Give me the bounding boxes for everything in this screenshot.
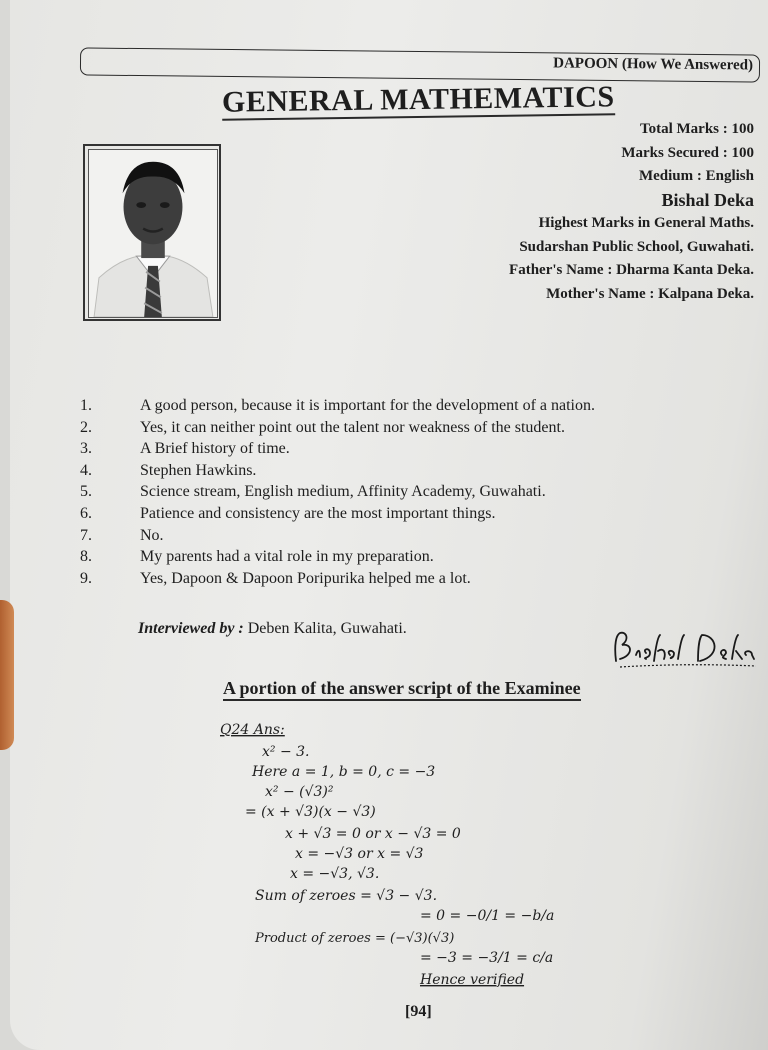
list-item: 7. No. [80, 526, 164, 544]
script-line: Here a = 1, b = 0, c = −3 [252, 764, 436, 780]
examinee-name: Bishal Deka [661, 189, 754, 210]
publication-name: DAPOON (How We Answered) [553, 55, 754, 74]
script-line: x = −√3, √3. [290, 866, 380, 882]
script-line: x + √3 = 0 or x − √3 = 0 [285, 826, 461, 842]
medium: Medium : English [638, 168, 754, 184]
script-line: x² − (√3)² [265, 784, 334, 800]
script-line: Q24 Ans: [220, 722, 285, 738]
answers-list [80, 395, 680, 589]
interviewer-credit [138, 620, 407, 638]
achievement: Highest Marks in General Maths. [538, 215, 754, 231]
signature [606, 625, 766, 673]
answer-script-title: A portion of the answer script of the Examinee [223, 677, 581, 701]
script-line: Hence verified [420, 972, 525, 988]
page-title: GENERAL MATHEMATICS [221, 80, 615, 119]
marks-secured: Marks Secured : 100 [621, 144, 754, 161]
list-item: 8. My parents had a vital role in my preparation. [80, 548, 434, 566]
script-line: Sum of zeroes = √3 − √3. [255, 888, 438, 904]
script-line: = 0 = −0/1 = −b/a [420, 908, 555, 924]
portrait-image [89, 150, 217, 317]
script-line: x = −√3 or x = √3 [295, 846, 424, 862]
total-marks: Total Marks : 100 [639, 121, 754, 137]
list-item: 2. Yes, it can neither point out the talent nor weakness of the student. [80, 418, 565, 436]
thumb [0, 600, 14, 750]
script-line: = −3 = −3/1 = c/a [420, 950, 554, 966]
list-item: 4. Stephen Hawkins. [80, 461, 257, 479]
list-item: 3. A Brief history of time. [80, 440, 290, 458]
father-name: Father's Name : Dharma Kanta Deka. [509, 262, 754, 278]
list-item: 5. Science stream, English medium, Affinity Academy, Guwahati. [80, 483, 546, 501]
page-number: [94] [405, 1003, 432, 1020]
handwritten-answer-script [210, 714, 670, 994]
mother-name: Mother's Name : Kalpana Deka. [546, 285, 754, 302]
school-name: Sudarshan Public School, Guwahati. [519, 238, 754, 255]
list-item: 9. Yes, Dapoon & Dapoon Poripurika helped me a lot. [80, 569, 471, 587]
header-banner [80, 47, 760, 82]
script-line: = (x + √3)(x − √3) [245, 804, 376, 820]
list-item: 6. Patience and consistency are the most important things. [80, 504, 496, 522]
interview-label: Interviewed by : [138, 620, 244, 637]
script-line: x² − 3. [262, 744, 310, 760]
interviewer-name: Deben Kalita, Guwahati. [247, 620, 407, 637]
list-item: 1. A good person, because it is important for the development of a nation. [80, 397, 595, 414]
script-line: Product of zeroes = (−√3)(√3) [255, 931, 455, 946]
magazine-page [10, 0, 768, 1050]
examinee-photo [83, 144, 221, 321]
examinee-info [434, 118, 754, 306]
